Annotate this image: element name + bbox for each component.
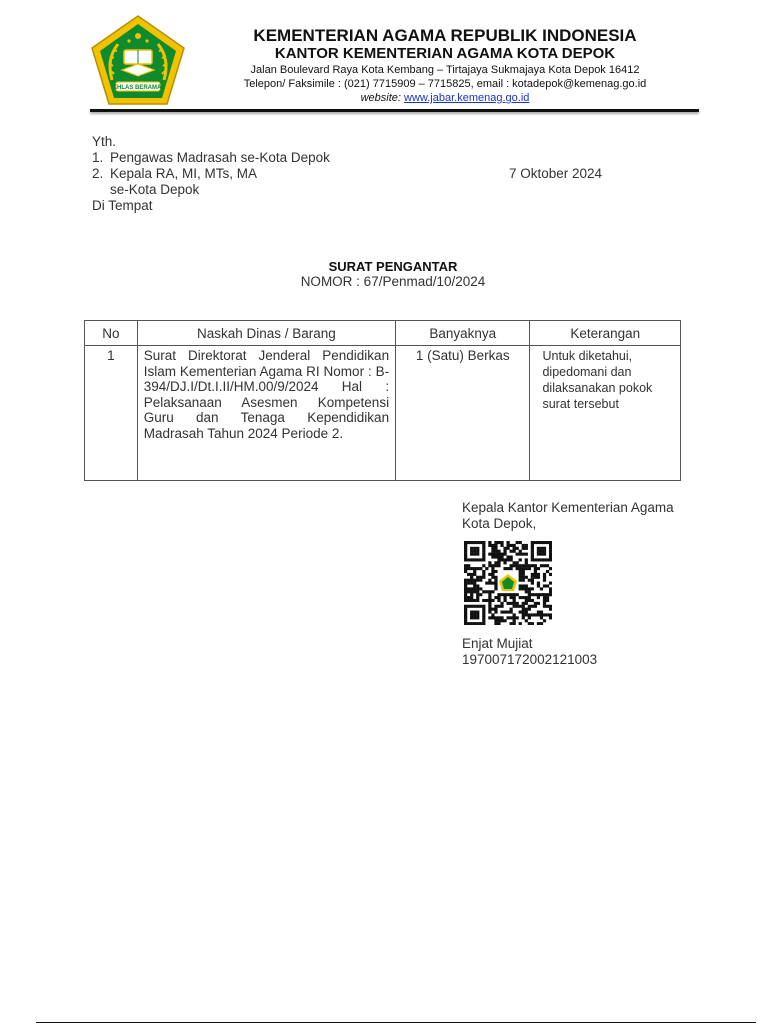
- recipient-text: Pengawas Madrasah se-Kota Depok: [110, 150, 330, 165]
- cell-banyaknya: 1 (Satu) Berkas: [396, 346, 530, 481]
- cell-no: 1: [85, 346, 138, 481]
- table-header-row: [85, 321, 681, 346]
- website-link[interactable]: www.jabar.kemenag.go.id: [404, 92, 530, 104]
- recipient-number: 2.: [92, 166, 104, 181]
- ministry-name: KEMENTERIAN AGAMA REPUBLIK INDONESIA: [253, 26, 637, 45]
- recipient-item: [92, 166, 258, 182]
- recipient-place: [92, 198, 153, 214]
- letter-title: SURAT PENGANTAR: [328, 259, 458, 274]
- office-website: [200, 91, 690, 105]
- position-line1: Kepala Kantor Kementerian Agama: [462, 500, 674, 515]
- recipient-number: 1.: [92, 150, 104, 165]
- recipient-list: [92, 150, 330, 214]
- salutation: Yth.: [92, 134, 117, 149]
- header-naskah: Naskah Dinas / Barang: [137, 321, 395, 346]
- recipient-item-continuation: [92, 182, 200, 198]
- cell-keterangan: Untuk diketahui, dipedomani dan dilaksanakan pokok surat tersebut: [530, 346, 681, 481]
- header-keterangan: Keterangan: [530, 321, 681, 346]
- position-line2: Kota Depok,: [462, 516, 537, 531]
- qr-code-icon: [464, 541, 552, 625]
- header-no: No: [85, 321, 138, 346]
- table-row: [85, 346, 681, 481]
- letter-number: NOMOR : 67/Penmad/10/2024: [300, 274, 486, 289]
- header-banyaknya: Banyaknya: [396, 321, 530, 346]
- office-name: KANTOR KEMENTERIAN AGAMA KOTA DEPOK: [274, 45, 616, 62]
- page-footer-line: [36, 1022, 756, 1023]
- recipient-item: [92, 150, 330, 166]
- letterhead: [200, 26, 690, 105]
- signature-position: [462, 500, 674, 532]
- place-text: Di Tempat: [92, 198, 153, 213]
- signer-name: Enjat Mujiat: [462, 636, 533, 651]
- document-table: [84, 320, 681, 481]
- recipient-text-line2: se-Kota Depok: [110, 182, 200, 197]
- kemenag-logo: [90, 14, 186, 106]
- office-contact: Telepon/ Faksimile : (021) 7715909 – 7715825, email : kotadepok@kemenag.go.id: [243, 78, 647, 90]
- website-label: website:: [360, 92, 401, 104]
- letter-date: 7 Oktober 2024: [509, 166, 603, 181]
- office-address: Jalan Boulevard Raya Kota Kembang – Tirtajaya Sukmajaya Kota Depok 16412: [250, 64, 640, 76]
- svg-text:IKHLAS BERAMAL: IKHLAS BERAMAL: [111, 85, 165, 91]
- cell-naskah: Surat Direktorat Jenderal Pendidikan Islam Kementerian Agama RI Nomor : B-394/DJ.I/Dt.I.II/HM.00/9/2024 Hal : Pelaksanaan Asesmen Kompetensi Guru dan Tenaga Kependidikan Madrasah Tahun 2024 Periode 2.: [137, 346, 395, 481]
- signer-nip: 197007172002121003: [462, 652, 598, 667]
- signer-block: [462, 636, 597, 668]
- recipient-text: Kepala RA, MI, MTs, MA: [110, 166, 258, 181]
- letterhead-divider: [90, 109, 699, 112]
